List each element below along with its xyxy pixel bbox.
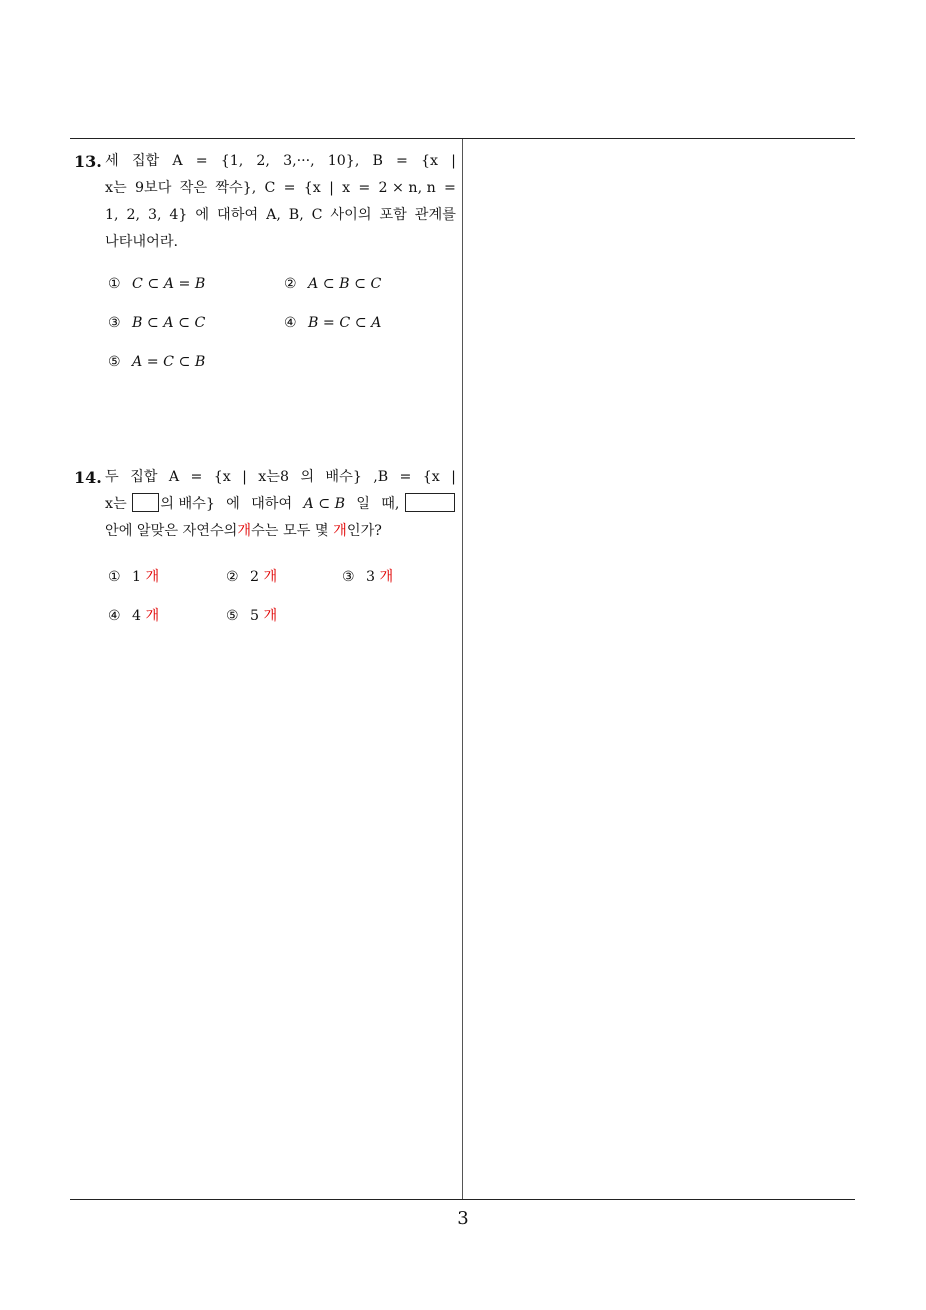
question-line bbox=[105, 202, 456, 229]
word: {x bbox=[303, 180, 321, 196]
word: 3, bbox=[147, 207, 162, 223]
choice-2[interactable]: ② 2 개 bbox=[226, 569, 278, 585]
answer-blank-wide[interactable] bbox=[405, 493, 455, 512]
question-line bbox=[105, 229, 456, 256]
word: B, bbox=[288, 207, 304, 223]
word: x는 bbox=[105, 180, 127, 196]
word: C bbox=[264, 180, 276, 196]
word: 사이의 bbox=[330, 207, 372, 223]
choice-5[interactable]: ⑤ A = C ⊂ B bbox=[108, 354, 206, 370]
word: 2 × n, n bbox=[378, 180, 436, 196]
question-line bbox=[105, 464, 456, 491]
question-14 bbox=[74, 464, 456, 545]
word: 9보다 bbox=[134, 180, 172, 196]
word: 1, bbox=[105, 207, 119, 223]
word: = bbox=[443, 180, 456, 196]
choice-1[interactable]: ① C ⊂ A = B bbox=[108, 276, 206, 292]
word: 두 bbox=[105, 469, 119, 485]
word: 3,···, bbox=[283, 153, 315, 169]
question-line: 안에 알맞은 자연수의개수는 모두 몇 개인가? bbox=[105, 523, 382, 539]
word: {x bbox=[213, 469, 231, 485]
word: 집합 bbox=[131, 153, 160, 169]
word: = bbox=[190, 469, 203, 485]
choice-5[interactable]: ⑤ 5 개 bbox=[226, 608, 278, 624]
word: 관계를 bbox=[414, 207, 456, 223]
word: C bbox=[311, 207, 323, 223]
word: x bbox=[342, 180, 351, 196]
question-line bbox=[105, 148, 456, 175]
word: | bbox=[329, 180, 334, 196]
question-line: x는 의 배수} 에 대하여 A ⊂ B 일 때, bbox=[105, 491, 456, 518]
word: 배수} bbox=[325, 469, 362, 485]
choice-3[interactable]: ③ 3 개 bbox=[342, 569, 394, 585]
question-number: 13. bbox=[74, 152, 102, 171]
word: | bbox=[451, 469, 456, 485]
choice-4[interactable]: ④ 4 개 bbox=[108, 608, 160, 624]
word: 2, bbox=[256, 153, 270, 169]
word: | bbox=[451, 153, 456, 169]
word: 10}, bbox=[327, 153, 360, 169]
word: | bbox=[242, 469, 247, 485]
word: x는8 bbox=[258, 469, 289, 485]
question-number: 14. bbox=[74, 468, 102, 487]
choice-2[interactable]: ② A ⊂ B ⊂ C bbox=[284, 276, 382, 292]
word: 2, bbox=[126, 207, 141, 223]
word: 집합 bbox=[130, 469, 158, 485]
word: 세 bbox=[105, 153, 119, 169]
answer-blank[interactable] bbox=[132, 493, 159, 512]
word: 대하여 bbox=[217, 207, 259, 223]
word: {x bbox=[422, 469, 440, 485]
word: 짝수}, bbox=[215, 180, 257, 196]
word: A, bbox=[266, 207, 281, 223]
bottom-rule bbox=[70, 1199, 855, 1200]
word: = bbox=[396, 153, 408, 169]
word: = bbox=[399, 469, 412, 485]
word: ,B bbox=[373, 469, 389, 485]
word: A bbox=[172, 153, 183, 169]
word: A bbox=[168, 469, 180, 485]
word: = bbox=[283, 180, 296, 196]
question-line bbox=[105, 175, 456, 202]
choice-4[interactable]: ④ B = C ⊂ A bbox=[284, 315, 382, 331]
word: 작은 bbox=[179, 180, 208, 196]
choice-1[interactable]: ① 1 개 bbox=[108, 569, 160, 585]
word: 포함 bbox=[379, 207, 407, 223]
word: = bbox=[358, 180, 371, 196]
question-13 bbox=[74, 148, 456, 256]
page-number: 3 bbox=[457, 1208, 469, 1229]
column-divider bbox=[462, 139, 463, 1199]
word: 에 bbox=[195, 207, 210, 223]
word: 나타내어라. bbox=[105, 234, 179, 250]
word: {x bbox=[421, 153, 439, 169]
choice-3[interactable]: ③ B ⊂ A ⊂ C bbox=[108, 315, 206, 331]
word: = bbox=[195, 153, 208, 169]
word: B bbox=[372, 153, 383, 169]
word: 의 bbox=[300, 469, 315, 485]
word: 4} bbox=[169, 207, 188, 223]
word: {1, bbox=[220, 153, 244, 169]
